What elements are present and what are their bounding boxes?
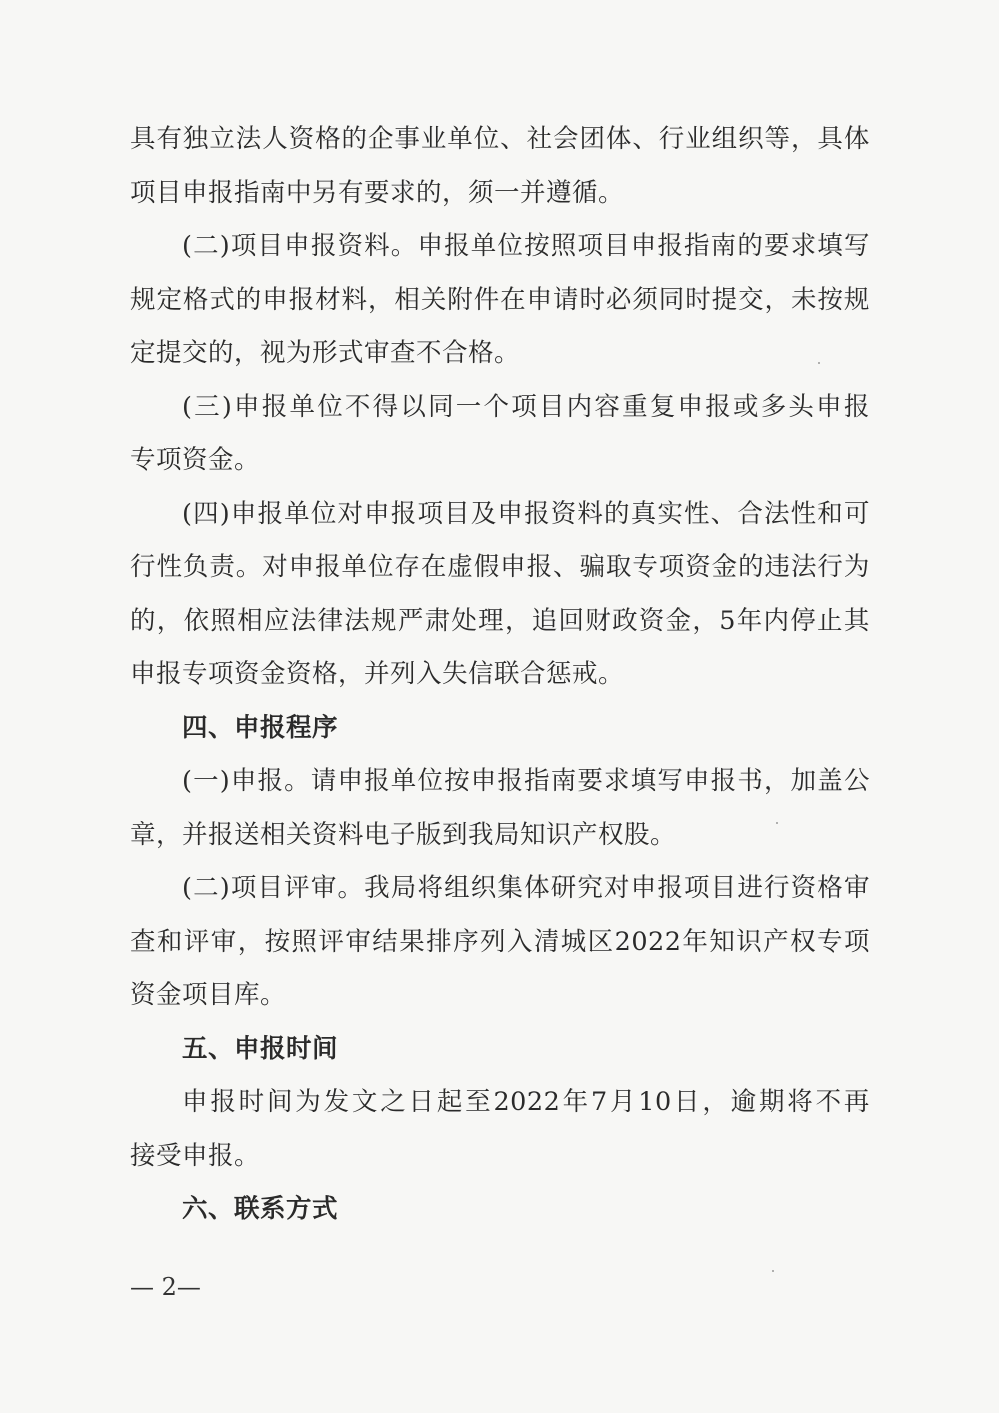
scan-speck bbox=[776, 822, 778, 824]
paragraph-line: 资金项目库。 bbox=[130, 980, 287, 1010]
paragraph-line: 接受申报。 bbox=[130, 1140, 261, 1171]
scan-speck bbox=[772, 1270, 774, 1272]
section-heading: 四、申报程序 bbox=[182, 712, 339, 743]
paragraph-line: 申报专项资金资格，并列入失信联合惩戒。 bbox=[130, 659, 625, 689]
paragraph-line: 行 性 负 责 。 对 申 报 单 位 存 在 虚 假 申 报 、 骗 取 专 项 资 金 的 违 法 行 为 bbox=[130, 552, 870, 582]
paragraph-line: 项目申报指南中另有要求的，须一并遵循。 bbox=[130, 177, 625, 208]
paragraph-line: ( 二 ) 项 目 申 报 资 料 。 申 报 单 位 按 照 项 目 申 报 指 南 的 要 求 填 写 bbox=[182, 231, 870, 261]
paragraph-line: ( 二 ) 项 目 评 审 。 我 局 将 组 织 集 体 研 究 对 申 报 项 目 进 行 资 格 审 bbox=[182, 873, 870, 903]
paragraph-line: ( 四 ) 申 报 单 位 对 申 报 项 目 及 申 报 资 料 的 真 实 性 、 合 法 性 和 可 bbox=[182, 498, 870, 529]
paragraph-line: 的 ， 依 照 相 应 法 律 法 规 严 肃 处 理 ， 追 回 财 政 资 金 ， 5 年 内 停 止 其 bbox=[130, 605, 870, 636]
paragraph-line: 定提交的，视为形式审查不合格。 bbox=[130, 338, 521, 368]
paragraph-line: 具 有 独 立 法 人 资 格 的 企 事 业 单 位 、 社 会 团 体 、 行 业 组 织 等 ， 具 体 bbox=[130, 124, 870, 154]
paragraph-line: 规 定 格 式 的 申 报 材 料 ， 相 关 附 件 在 申 请 时 必 须 同 时 提 交 ， 未 按 规 bbox=[130, 284, 870, 315]
paragraph-line: 专项资金。 bbox=[130, 445, 261, 475]
paragraph-line: 章，并报送相关资料电子版到我局知识产权股。 bbox=[130, 819, 677, 850]
page-number: — 2— bbox=[130, 1273, 201, 1301]
paragraph-line: ( 三 ) 申 报 单 位 不 得 以 同 一 个 项 目 内 容 重 复 申 报 或 多 头 申 报 bbox=[182, 391, 870, 422]
section-heading: 六、联系方式 bbox=[182, 1194, 339, 1224]
paragraph-line: 申 报 时 间 为 发 文 之 日 起 至 2022 年 7 月 10 日 ， 逾 期 将 不 再 bbox=[182, 1087, 870, 1117]
document-body bbox=[130, 113, 870, 1237]
section-heading: 五、申报时间 bbox=[182, 1033, 339, 1064]
paragraph-line: 查 和 评 审 ， 按 照 评 审 结 果 排 序 列 入 清 城 区 2022 年 知 识 产 权 专 项 bbox=[130, 926, 870, 957]
paragraph-line: ( 一 ) 申 报 。 请 申 报 单 位 按 申 报 指 南 要 求 填 写 申 报 书 ， 加 盖 公 bbox=[182, 766, 870, 796]
scan-speck bbox=[818, 362, 820, 364]
